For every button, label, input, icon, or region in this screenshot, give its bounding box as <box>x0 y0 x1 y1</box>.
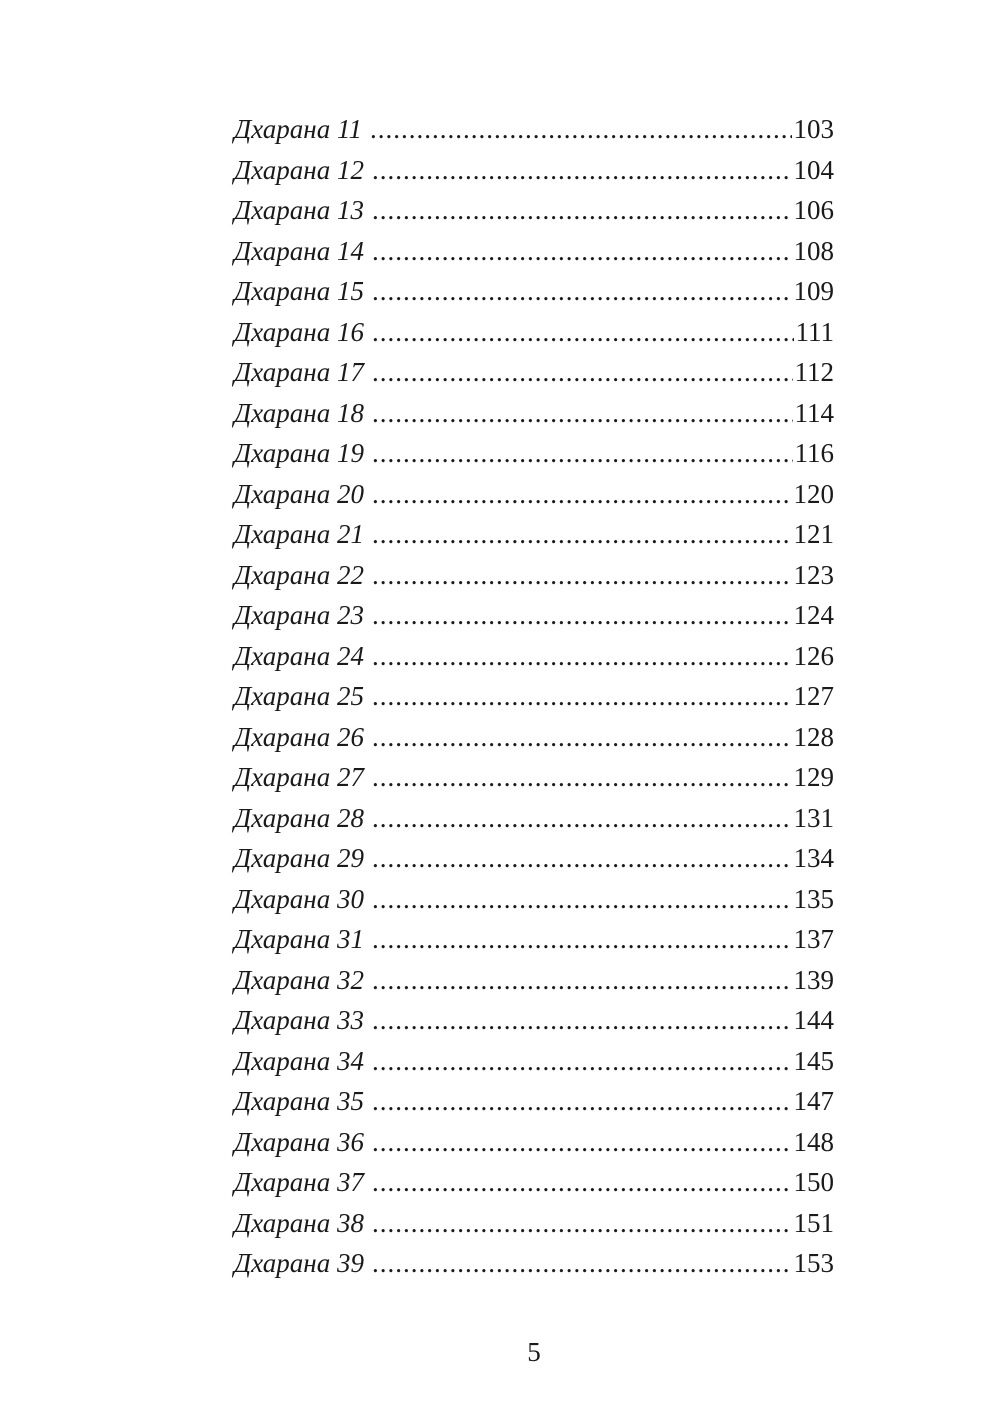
dot-leader <box>372 717 792 758</box>
dot-leader <box>372 474 792 515</box>
toc-entry[interactable] <box>234 1162 834 1203</box>
toc-entry[interactable] <box>234 150 834 191</box>
toc-entry-page: 139 <box>793 964 834 995</box>
toc-entry-page: 109 <box>793 276 834 306</box>
toc-entry[interactable] <box>234 1041 834 1082</box>
dot-leader <box>372 1162 792 1203</box>
toc-entry[interactable] <box>234 474 834 515</box>
toc-entry[interactable] <box>234 352 834 393</box>
toc-entry-page: 116 <box>794 438 834 468</box>
dot-leader <box>372 1081 792 1122</box>
toc-entry-title: Дхарана 26 <box>234 721 364 752</box>
toc-entry-page: 123 <box>793 559 834 590</box>
toc-entry-page: 126 <box>793 640 834 671</box>
toc-entry-page: 120 <box>793 478 834 509</box>
toc-entry-page: 135 <box>793 883 834 914</box>
toc-entry-page: 121 <box>793 519 834 549</box>
page-number: 5 <box>527 1337 541 1367</box>
toc-entry-page: 104 <box>793 154 834 185</box>
toc-entry-page: 148 <box>793 1126 834 1157</box>
toc-entry-page: 128 <box>793 721 834 752</box>
toc-entry-page: 112 <box>794 357 834 387</box>
toc-entry[interactable] <box>234 960 834 1001</box>
toc-entry[interactable] <box>234 595 834 636</box>
toc-entry-page: 106 <box>793 195 834 225</box>
dot-leader <box>370 109 792 150</box>
toc-entry-page: 127 <box>793 681 834 711</box>
toc-entry-title: Дхарана 18 <box>234 397 364 428</box>
dot-leader <box>372 919 792 960</box>
toc-entry-title: Дхарана 13 <box>234 195 364 225</box>
dot-leader <box>372 757 792 798</box>
toc-entry-page: 131 <box>793 802 834 833</box>
toc-entry-title: Дхарана 14 <box>234 235 364 266</box>
toc-entry-title: Дхарана 23 <box>234 600 364 630</box>
toc-entry[interactable] <box>234 312 834 353</box>
toc-entry-page: 153 <box>793 1248 834 1278</box>
dot-leader <box>372 271 792 312</box>
toc-entry-title: Дхарана 21 <box>234 519 364 549</box>
dot-leader <box>372 1203 792 1244</box>
toc-entry-title: Дхарана 11 <box>234 114 362 144</box>
dot-leader <box>372 1122 792 1163</box>
table-of-contents <box>234 109 834 1284</box>
toc-entry-title: Дхарана 19 <box>234 438 364 468</box>
toc-entry-title: Дхарана 28 <box>234 802 364 833</box>
toc-entry[interactable] <box>234 717 834 758</box>
toc-entry-page: 108 <box>793 235 834 266</box>
toc-entry[interactable] <box>234 1203 834 1244</box>
dot-leader <box>372 595 792 636</box>
toc-entry[interactable] <box>234 636 834 677</box>
toc-entry-page: 124 <box>793 600 834 630</box>
toc-entry-page: 103 <box>793 114 834 144</box>
toc-entry[interactable] <box>234 838 834 879</box>
dot-leader <box>372 312 794 353</box>
toc-entry-page: 147 <box>793 1086 834 1116</box>
toc-entry[interactable] <box>234 1000 834 1041</box>
toc-entry-title: Дхарана 20 <box>234 478 364 509</box>
toc-entry[interactable] <box>234 393 834 434</box>
toc-entry[interactable] <box>234 1243 834 1284</box>
toc-entry[interactable] <box>234 190 834 231</box>
toc-entry-page: 145 <box>793 1045 834 1076</box>
toc-entry-title: Дхарана 16 <box>234 316 364 347</box>
toc-entry-title: Дхарана 24 <box>234 640 364 671</box>
dot-leader <box>372 393 793 434</box>
toc-entry-title: Дхарана 37 <box>234 1167 364 1197</box>
toc-entry[interactable] <box>234 757 834 798</box>
toc-entry[interactable] <box>234 676 834 717</box>
dot-leader <box>372 960 792 1001</box>
toc-entry-title: Дхарана 15 <box>234 276 364 306</box>
toc-entry-page: 129 <box>793 762 834 792</box>
toc-entry-title: Дхарана 25 <box>234 681 364 711</box>
toc-entry-title: Дхарана 12 <box>234 154 364 185</box>
toc-entry-page: 137 <box>793 924 834 954</box>
toc-entry-title: Дхарана 36 <box>234 1126 364 1157</box>
dot-leader <box>372 1243 792 1284</box>
toc-entry[interactable] <box>234 919 834 960</box>
toc-entry[interactable] <box>234 109 834 150</box>
toc-entry-page: 111 <box>795 316 834 347</box>
dot-leader <box>372 838 792 879</box>
dot-leader <box>372 352 793 393</box>
dot-leader <box>372 190 792 231</box>
toc-entry-page: 114 <box>794 397 834 428</box>
dot-leader <box>372 879 792 920</box>
dot-leader <box>372 231 792 272</box>
dot-leader <box>372 1041 792 1082</box>
toc-entry-title: Дхарана 22 <box>234 559 364 590</box>
dot-leader <box>372 676 792 717</box>
toc-entry-title: Дхарана 33 <box>234 1005 364 1035</box>
toc-entry-title: Дхарана 32 <box>234 964 364 995</box>
toc-entry-title: Дхарана 31 <box>234 924 364 954</box>
toc-entry-title: Дхарана 34 <box>234 1045 364 1076</box>
toc-entry-title: Дхарана 38 <box>234 1207 364 1238</box>
dot-leader <box>372 555 792 596</box>
toc-entry[interactable] <box>234 433 834 474</box>
toc-entry[interactable] <box>234 555 834 596</box>
dot-leader <box>372 433 793 474</box>
toc-entry[interactable] <box>234 1122 834 1163</box>
toc-entry[interactable] <box>234 271 834 312</box>
toc-entry[interactable] <box>234 879 834 920</box>
dot-leader <box>372 1000 792 1041</box>
toc-entry-title: Дхарана 30 <box>234 883 364 914</box>
dot-leader <box>372 798 792 839</box>
toc-entry-title: Дхарана 27 <box>234 762 364 792</box>
toc-entry-title: Дхарана 39 <box>234 1248 364 1278</box>
toc-entry[interactable] <box>234 798 834 839</box>
toc-entry-page: 151 <box>793 1207 834 1238</box>
toc-entry-title: Дхарана 35 <box>234 1086 364 1116</box>
toc-entry-page: 144 <box>793 1005 834 1035</box>
toc-entry-page: 134 <box>793 843 834 873</box>
toc-entry[interactable] <box>234 231 834 272</box>
toc-entry[interactable] <box>234 1081 834 1122</box>
toc-entry-title: Дхарана 17 <box>234 357 364 387</box>
dot-leader <box>372 636 792 677</box>
dot-leader <box>372 150 792 191</box>
toc-entry-page: 150 <box>793 1167 834 1197</box>
toc-entry-title: Дхарана 29 <box>234 843 364 873</box>
dot-leader <box>372 514 792 555</box>
toc-entry[interactable] <box>234 514 834 555</box>
